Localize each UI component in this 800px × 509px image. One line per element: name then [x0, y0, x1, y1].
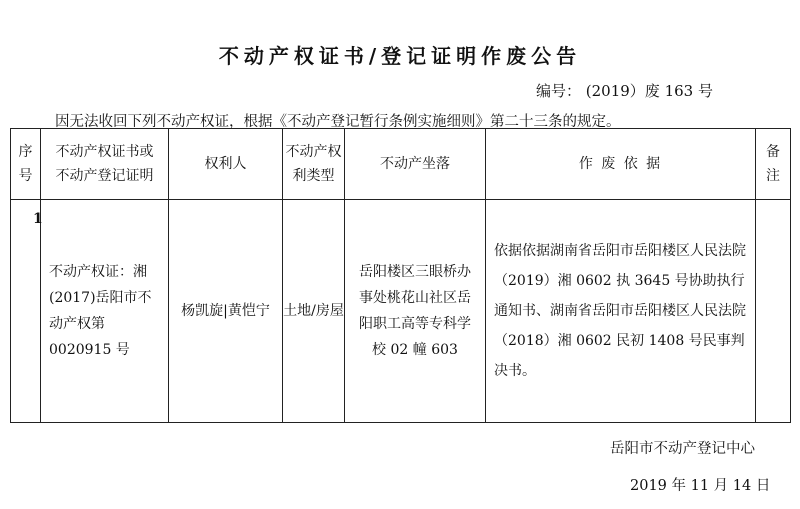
header-certificate: 不动产权证书或 不动产登记证明 [41, 129, 169, 200]
issue-date: 2019 年 11 月 14 日 [630, 478, 771, 494]
issuer-name: 岳阳市不动产登记中心 [610, 441, 755, 457]
cell-location: 岳阳楼区三眼桥办事处桃花山社区岳阳职工高等专科学校 02 幢 603 [345, 200, 486, 423]
header-holder: 权利人 [169, 129, 283, 200]
cell-basis: 依据依据湖南省岳阳市岳阳楼区人民法院（2019）湘 0602 执 3645 号协助执行通知书、湖南省岳阳市岳阳楼区人民法院（2018）湘 0602 民初 1408 号民事判决书。 [486, 200, 756, 423]
document-number: 编号： (2019）废 163 号 [536, 82, 713, 100]
cell-right-type: 土地/房屋 [283, 200, 345, 423]
row-seq-number: 1 [33, 211, 43, 227]
cell-certificate: 不动产权证：湘(2017)岳阳市不动产权第 0020915 号 [41, 200, 169, 423]
table-header-row [11, 129, 791, 200]
intro-paragraph: 因无法收回下列不动产权证，根据《不动产登记暂行条例实施细则》第二十三条的规定。 [55, 114, 621, 130]
void-notice-table [10, 128, 791, 423]
header-seq: 序 号 [11, 129, 41, 200]
header-basis: 作 废 依 据 [486, 129, 756, 200]
header-remark: 备 注 [756, 129, 791, 200]
cell-holder: 杨凯旋|黄恺宁 [169, 200, 283, 423]
cell-seq [11, 200, 41, 423]
header-right-type: 不动产权 利类型 [283, 129, 345, 200]
table-row [11, 200, 791, 423]
header-location: 不动产坐落 [345, 129, 486, 200]
cell-remark [756, 200, 791, 423]
page-title: 不动产权证书/登记证明作废公告 [218, 44, 582, 68]
